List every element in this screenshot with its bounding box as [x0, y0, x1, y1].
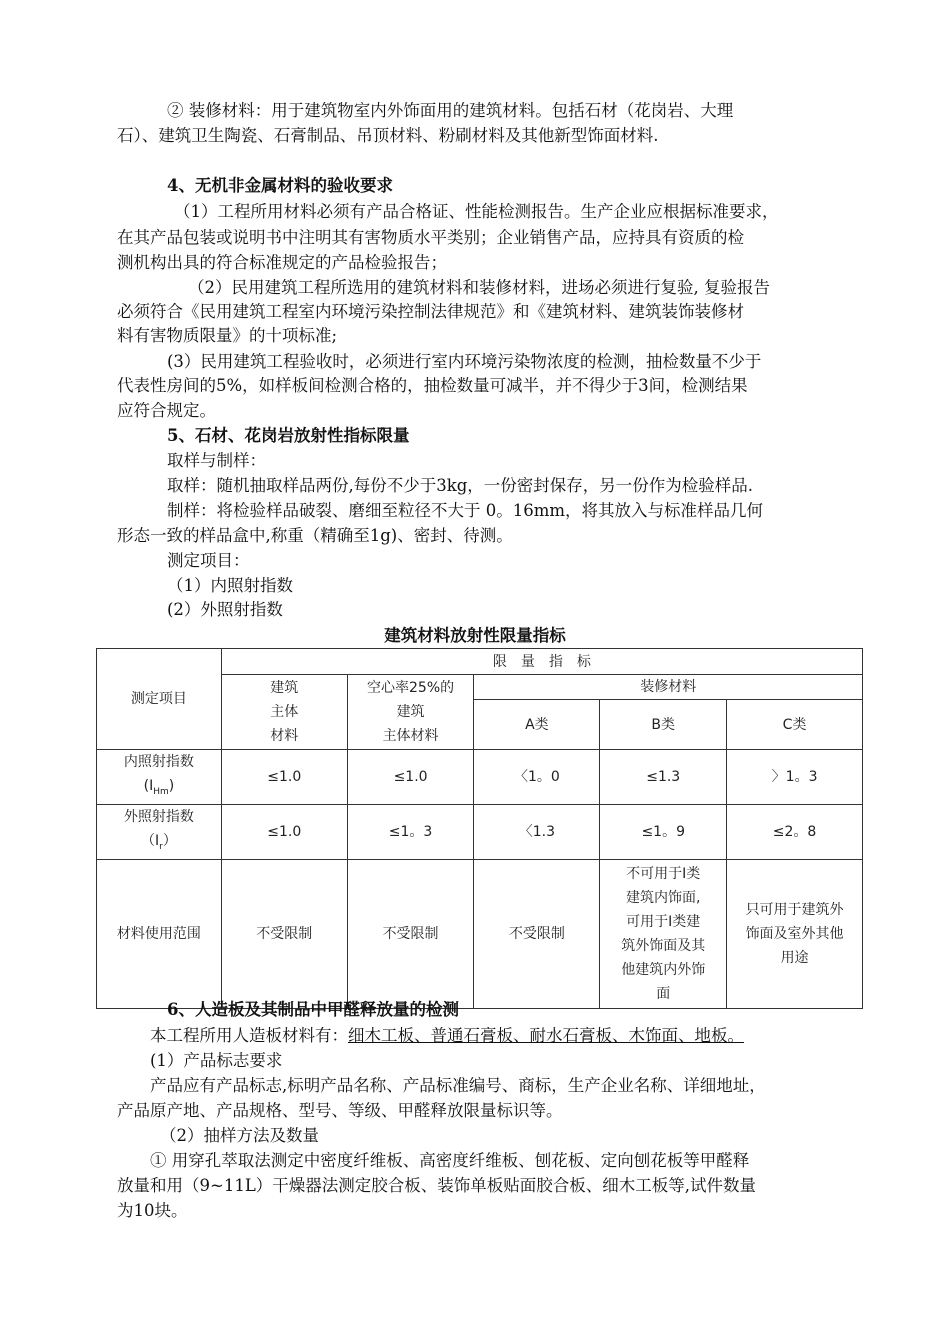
- paragraph-line: 取样与制样：: [167, 451, 266, 470]
- paragraph-line: [150, 1024, 744, 1048]
- cell-text: 饰面及室外其他: [745, 925, 844, 942]
- row-label-text: 外照射指数: [123, 808, 194, 825]
- section-heading: 4、无机非金属材料的验收要求: [167, 176, 393, 195]
- paragraph-line: (2）外照射指数: [167, 600, 283, 619]
- table-cell: 不受限制: [347, 859, 474, 1008]
- paragraph-line: 料有害物质限量》的十项标准;: [117, 326, 338, 345]
- table-cell: 〈1。0: [474, 750, 600, 805]
- header-text: 主体材料: [382, 728, 439, 744]
- table-cell: ≤1。3: [347, 804, 474, 859]
- paragraph-line: 为10块。: [117, 1201, 188, 1220]
- section-heading: 5、石材、花岗岩放射性指标限量: [167, 426, 410, 445]
- radioactivity-limit-table: [96, 648, 863, 1009]
- table-cell: 不受限制: [221, 859, 347, 1008]
- row-label-symbol: [101, 774, 217, 804]
- paragraph-line: 代表性房间的5%，如样板间检测合格的，抽检数量可减半，并不得少于3间，检测结果: [117, 376, 748, 395]
- symbol-text: (I: [143, 778, 154, 794]
- cell-text: 只可用于建筑外: [745, 901, 844, 918]
- paragraph-line: 取样：随机抽取样品两份,每份不少于3kg，一份密封保存，另一份作为检验样品.: [167, 476, 754, 495]
- cell-text: 他建筑内外饰: [621, 961, 706, 978]
- paragraph-line: (3）民用建筑工程验收时，必须进行室内环境污染物浓度的检测，抽检数量不少于: [167, 352, 762, 371]
- table-cell: 不受限制: [474, 859, 600, 1008]
- paragraph-line: ① 用穿孔萃取法测定中密度纤维板、高密度纤维板、刨花板、定向刨花板等甲醛释: [150, 1151, 750, 1170]
- header-cell-class-b: B类: [600, 700, 727, 750]
- paragraph-line: (1）产品标志要求: [150, 1051, 283, 1070]
- table-cell: ≤1。9: [600, 804, 727, 859]
- cell-text: 不可用于Ⅰ类: [626, 865, 701, 882]
- header-cell-limit: 限 量 指 标: [221, 649, 862, 675]
- header-text: 空心率25%的: [367, 680, 455, 696]
- symbol-subscript: Hm: [153, 786, 169, 797]
- table-cell: ≤1.0: [221, 750, 347, 805]
- header-cell-decoration: 装修材料: [474, 675, 863, 700]
- paragraph-line: （1）内照射指数: [167, 576, 293, 595]
- row-label-symbol: [101, 829, 217, 859]
- paragraph-line: 必须符合《民用建筑工程室内环境污染控制法律规范》和《建筑材料、建筑装饰装修材: [117, 302, 744, 321]
- symbol-text: ）: [162, 832, 177, 849]
- paragraph-line: （2）民用建筑工程所选用的建筑材料和装修材料，进场必须进行复验, 复验报告: [188, 278, 770, 297]
- symbol-subscript: r: [159, 841, 163, 852]
- header-text: 主体: [270, 704, 299, 720]
- table-cell-class-b-usage: [600, 859, 727, 1008]
- cell-text: 用途: [780, 949, 809, 966]
- paragraph-line: ② 装修材料：用于建筑物室内外饰面用的建筑材料。包括石材（花岗岩、大理: [167, 101, 734, 120]
- table-cell: ≤1.0: [221, 804, 347, 859]
- header-text: 材料: [270, 728, 299, 744]
- paragraph-line: 形态一致的样品盒中,称重（精确至1g)、密封、待测。: [117, 526, 513, 545]
- header-cell-hollow-material: [347, 675, 474, 750]
- cell-text: 面: [656, 985, 671, 1002]
- table-cell: ≤1.0: [347, 750, 474, 805]
- paragraph-line: 产品原产地、产品规格、型号、等级、甲醛释放限量标识等。: [117, 1101, 563, 1120]
- paragraph-line: 测定项目：: [167, 551, 250, 570]
- table-cell: ≤2。8: [727, 804, 863, 859]
- table-caption: 建筑材料放射性限量指标: [384, 626, 566, 645]
- table-cell-class-c-usage: [727, 859, 863, 1008]
- paragraph-line: 石）、建筑卫生陶瓷、石膏制品、吊顶材料、粉刷材料及其他新型饰面材料.: [117, 126, 659, 145]
- paragraph-line: 放量和用（9~11L）干燥器法测定胶合板、装饰单板贴面胶合板、细木工板等,试件数量: [117, 1176, 757, 1195]
- cell-text: 建筑内饰面,: [626, 889, 701, 906]
- header-text: 建筑: [396, 704, 425, 720]
- header-cell-class-c: C类: [727, 700, 863, 750]
- cell-text: 筑外饰面及其: [621, 937, 706, 954]
- header-cell-main-material: [221, 675, 347, 750]
- cell-text: 可用于Ⅰ类建: [626, 913, 701, 930]
- row-label-text: 内照射指数: [123, 754, 194, 770]
- row-label-external-index: [97, 804, 222, 859]
- paragraph-line: 测机构出具的符合标准规定的产品检验报告；: [117, 253, 447, 272]
- paragraph-line: （1）工程所用材料必须有产品合格证、性能检测报告。生产企业应根据标准要求，: [174, 202, 779, 221]
- row-label-internal-index: [97, 750, 222, 805]
- paragraph-line: （2）抽样方法及数量: [160, 1126, 319, 1145]
- symbol-text: ): [168, 778, 175, 794]
- header-cell-item: 测定项目: [97, 649, 222, 750]
- table-cell: 〈1.3: [474, 804, 600, 859]
- material-list: 细木工板、普通石膏板、耐水石膏板、木饰面、地板。: [348, 1026, 744, 1045]
- header-cell-class-a: A类: [474, 700, 600, 750]
- paragraph-line: 制样：将检验样品破裂、磨细至粒径不大于 0。16mm，将其放入与标准样品几何: [167, 501, 764, 520]
- section-heading: 6、人造板及其制品中甲醛释放量的检测: [167, 1000, 459, 1019]
- row-label-usage-scope: 材料使用范围: [97, 859, 222, 1008]
- table-cell: 〉1。3: [727, 750, 863, 805]
- table-cell: ≤1.3: [600, 750, 727, 805]
- paragraph-line: 应符合规定。: [117, 401, 216, 420]
- paragraph-line: 在其产品包装或说明书中注明其有害物质水平类别；企业销售产品，应持具有资质的检: [117, 228, 744, 247]
- paragraph-line: 产品应有产品标志,标明产品名称、产品标准编号、商标，生产企业名称、详细地址，: [150, 1076, 766, 1095]
- symbol-text: （I: [140, 832, 160, 849]
- header-text: 建筑: [270, 680, 299, 696]
- paragraph-text: 本工程所用人造板材料有：: [150, 1026, 348, 1045]
